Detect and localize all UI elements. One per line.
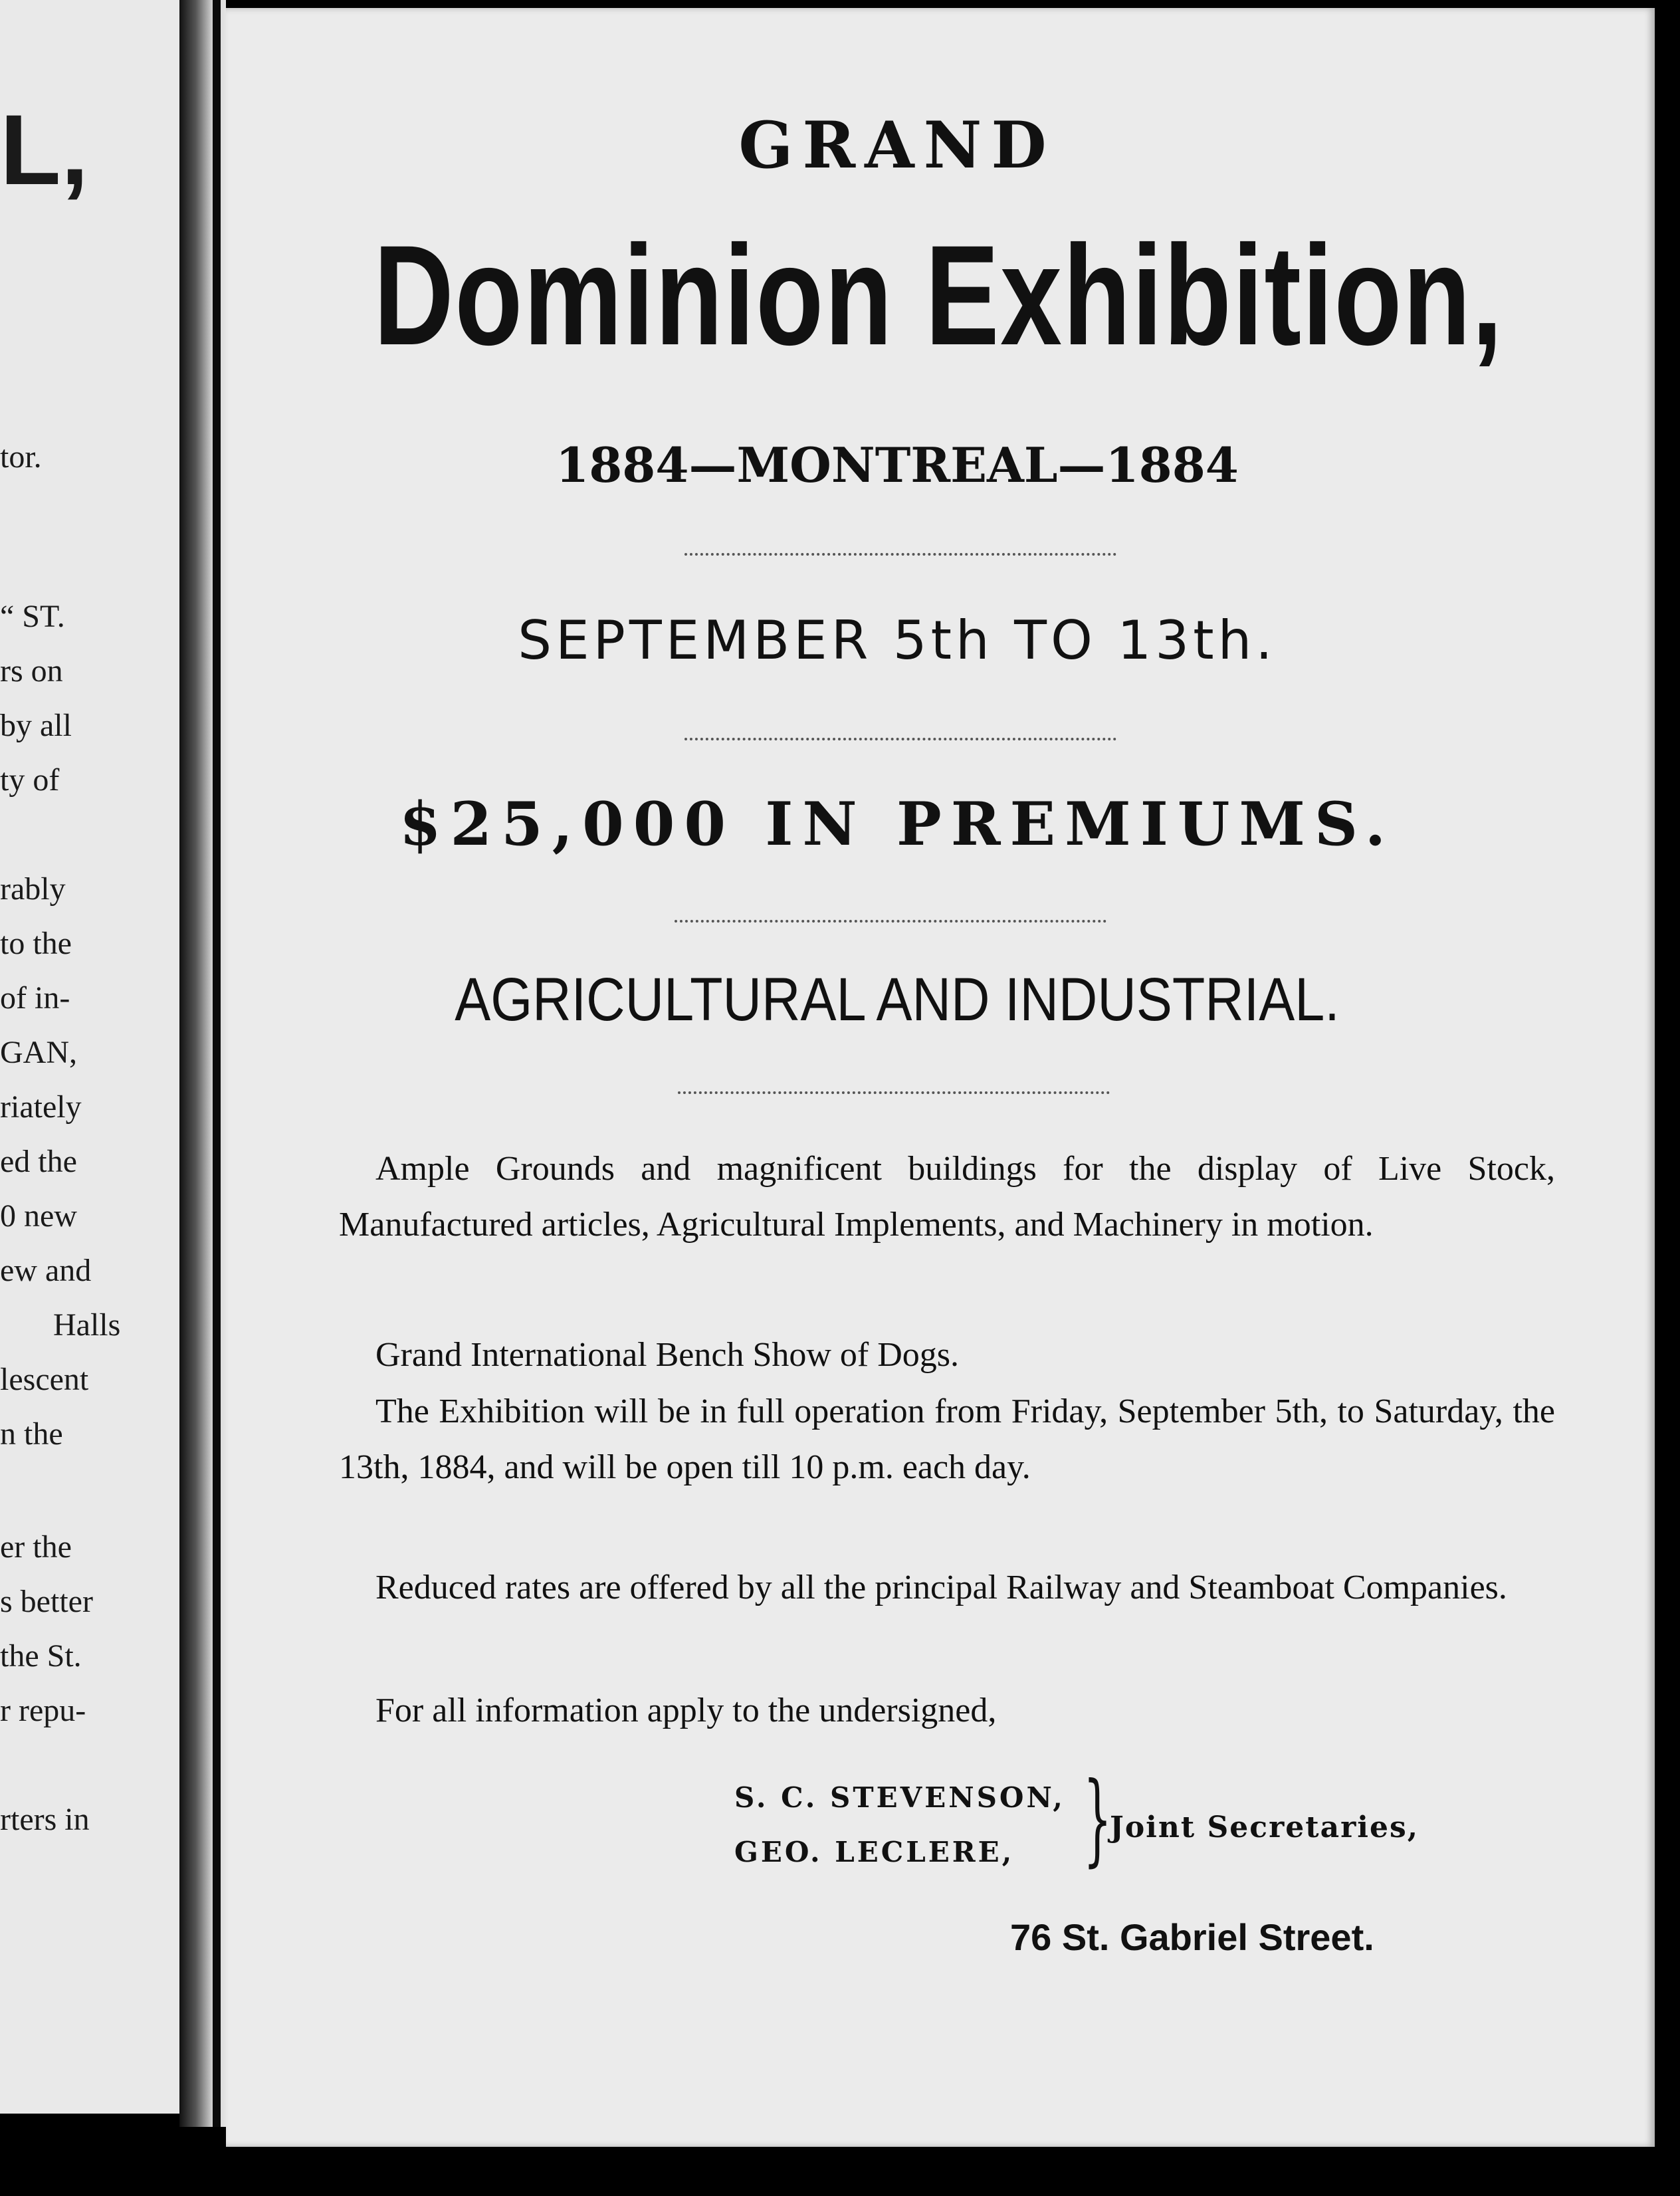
contact-address: 76 St. Gabriel Street. xyxy=(1010,1916,1374,1958)
left-page-text: n the xyxy=(0,1416,63,1452)
left-page-text: riately xyxy=(0,1089,82,1125)
left-page-text: lescent xyxy=(0,1362,89,1397)
left-page-text: er the xyxy=(0,1529,72,1565)
advertisement-page xyxy=(226,8,1655,2147)
body-paragraph: Reduced rates are offered by all the principal Railway and Steamboat Companies. xyxy=(375,1569,1507,1606)
dotted-divider xyxy=(684,553,1116,556)
dotted-divider xyxy=(684,738,1116,740)
left-page-text: rs on xyxy=(0,653,63,689)
left-page-text: “ ST. xyxy=(0,599,65,634)
heading-grand: GRAND xyxy=(738,108,1056,183)
body-paragraph: The Exhibition will be in full operation from Friday, September 5th, to Saturday, the 13th, 1884, and will be open till 10 p.m. each day. xyxy=(339,1392,1555,1486)
left-page-text: by all xyxy=(0,708,72,743)
left-page-text: Halls xyxy=(53,1307,121,1343)
exhibition-title: Dominion Exhibition, xyxy=(373,216,1504,375)
category-heading: AGRICULTURAL AND INDUSTRIAL. xyxy=(455,966,1340,1034)
left-page-text: rably xyxy=(0,871,66,907)
exhibition-dates: SEPTEMBER 5th TO 13th. xyxy=(518,609,1277,671)
left-page-text: tor. xyxy=(0,439,42,475)
premiums-heading: $25,000 IN PREMIUMS. xyxy=(399,789,1396,859)
left-page-text: rters in xyxy=(0,1802,90,1837)
left-page-text: r repu- xyxy=(0,1693,86,1728)
previous-page-fragment xyxy=(0,0,179,2114)
signatory-name: GEO. LECLERE, xyxy=(734,1836,1015,1868)
left-page-text: of in- xyxy=(0,980,70,1016)
signatory-name: S. C. STEVENSON, xyxy=(734,1781,1065,1814)
brace-icon: } xyxy=(1083,1761,1112,1877)
left-page-text: ed the xyxy=(0,1144,77,1179)
left-page-text: ty of xyxy=(0,762,60,798)
left-page-text: GAN, xyxy=(0,1035,77,1070)
left-page-text: 0 new xyxy=(0,1198,77,1234)
dotted-divider xyxy=(678,1091,1110,1094)
scan-border xyxy=(0,2147,1680,2196)
body-paragraph: Grand International Bench Show of Dogs. xyxy=(375,1336,960,1374)
left-page-text: L, xyxy=(0,94,89,205)
left-page-text: the St. xyxy=(0,1638,82,1674)
body-paragraph: Ample Grounds and magnificent buildings for the display of Live Stock, Manufactured articles, Agricultural Implements, and Machinery in motion. xyxy=(339,1150,1555,1244)
year-city-line: 1884—MONTREAL—1884 xyxy=(556,437,1239,493)
dotted-divider xyxy=(675,920,1106,923)
signatory-role: Joint Secretaries, xyxy=(1110,1811,1419,1844)
body-paragraph: For all information apply to the undersigned, xyxy=(375,1692,997,1729)
left-page-text: s better xyxy=(0,1584,93,1619)
left-page-text: ew and xyxy=(0,1253,92,1288)
left-page-text: to the xyxy=(0,926,72,961)
page-edge-line xyxy=(213,0,221,2127)
